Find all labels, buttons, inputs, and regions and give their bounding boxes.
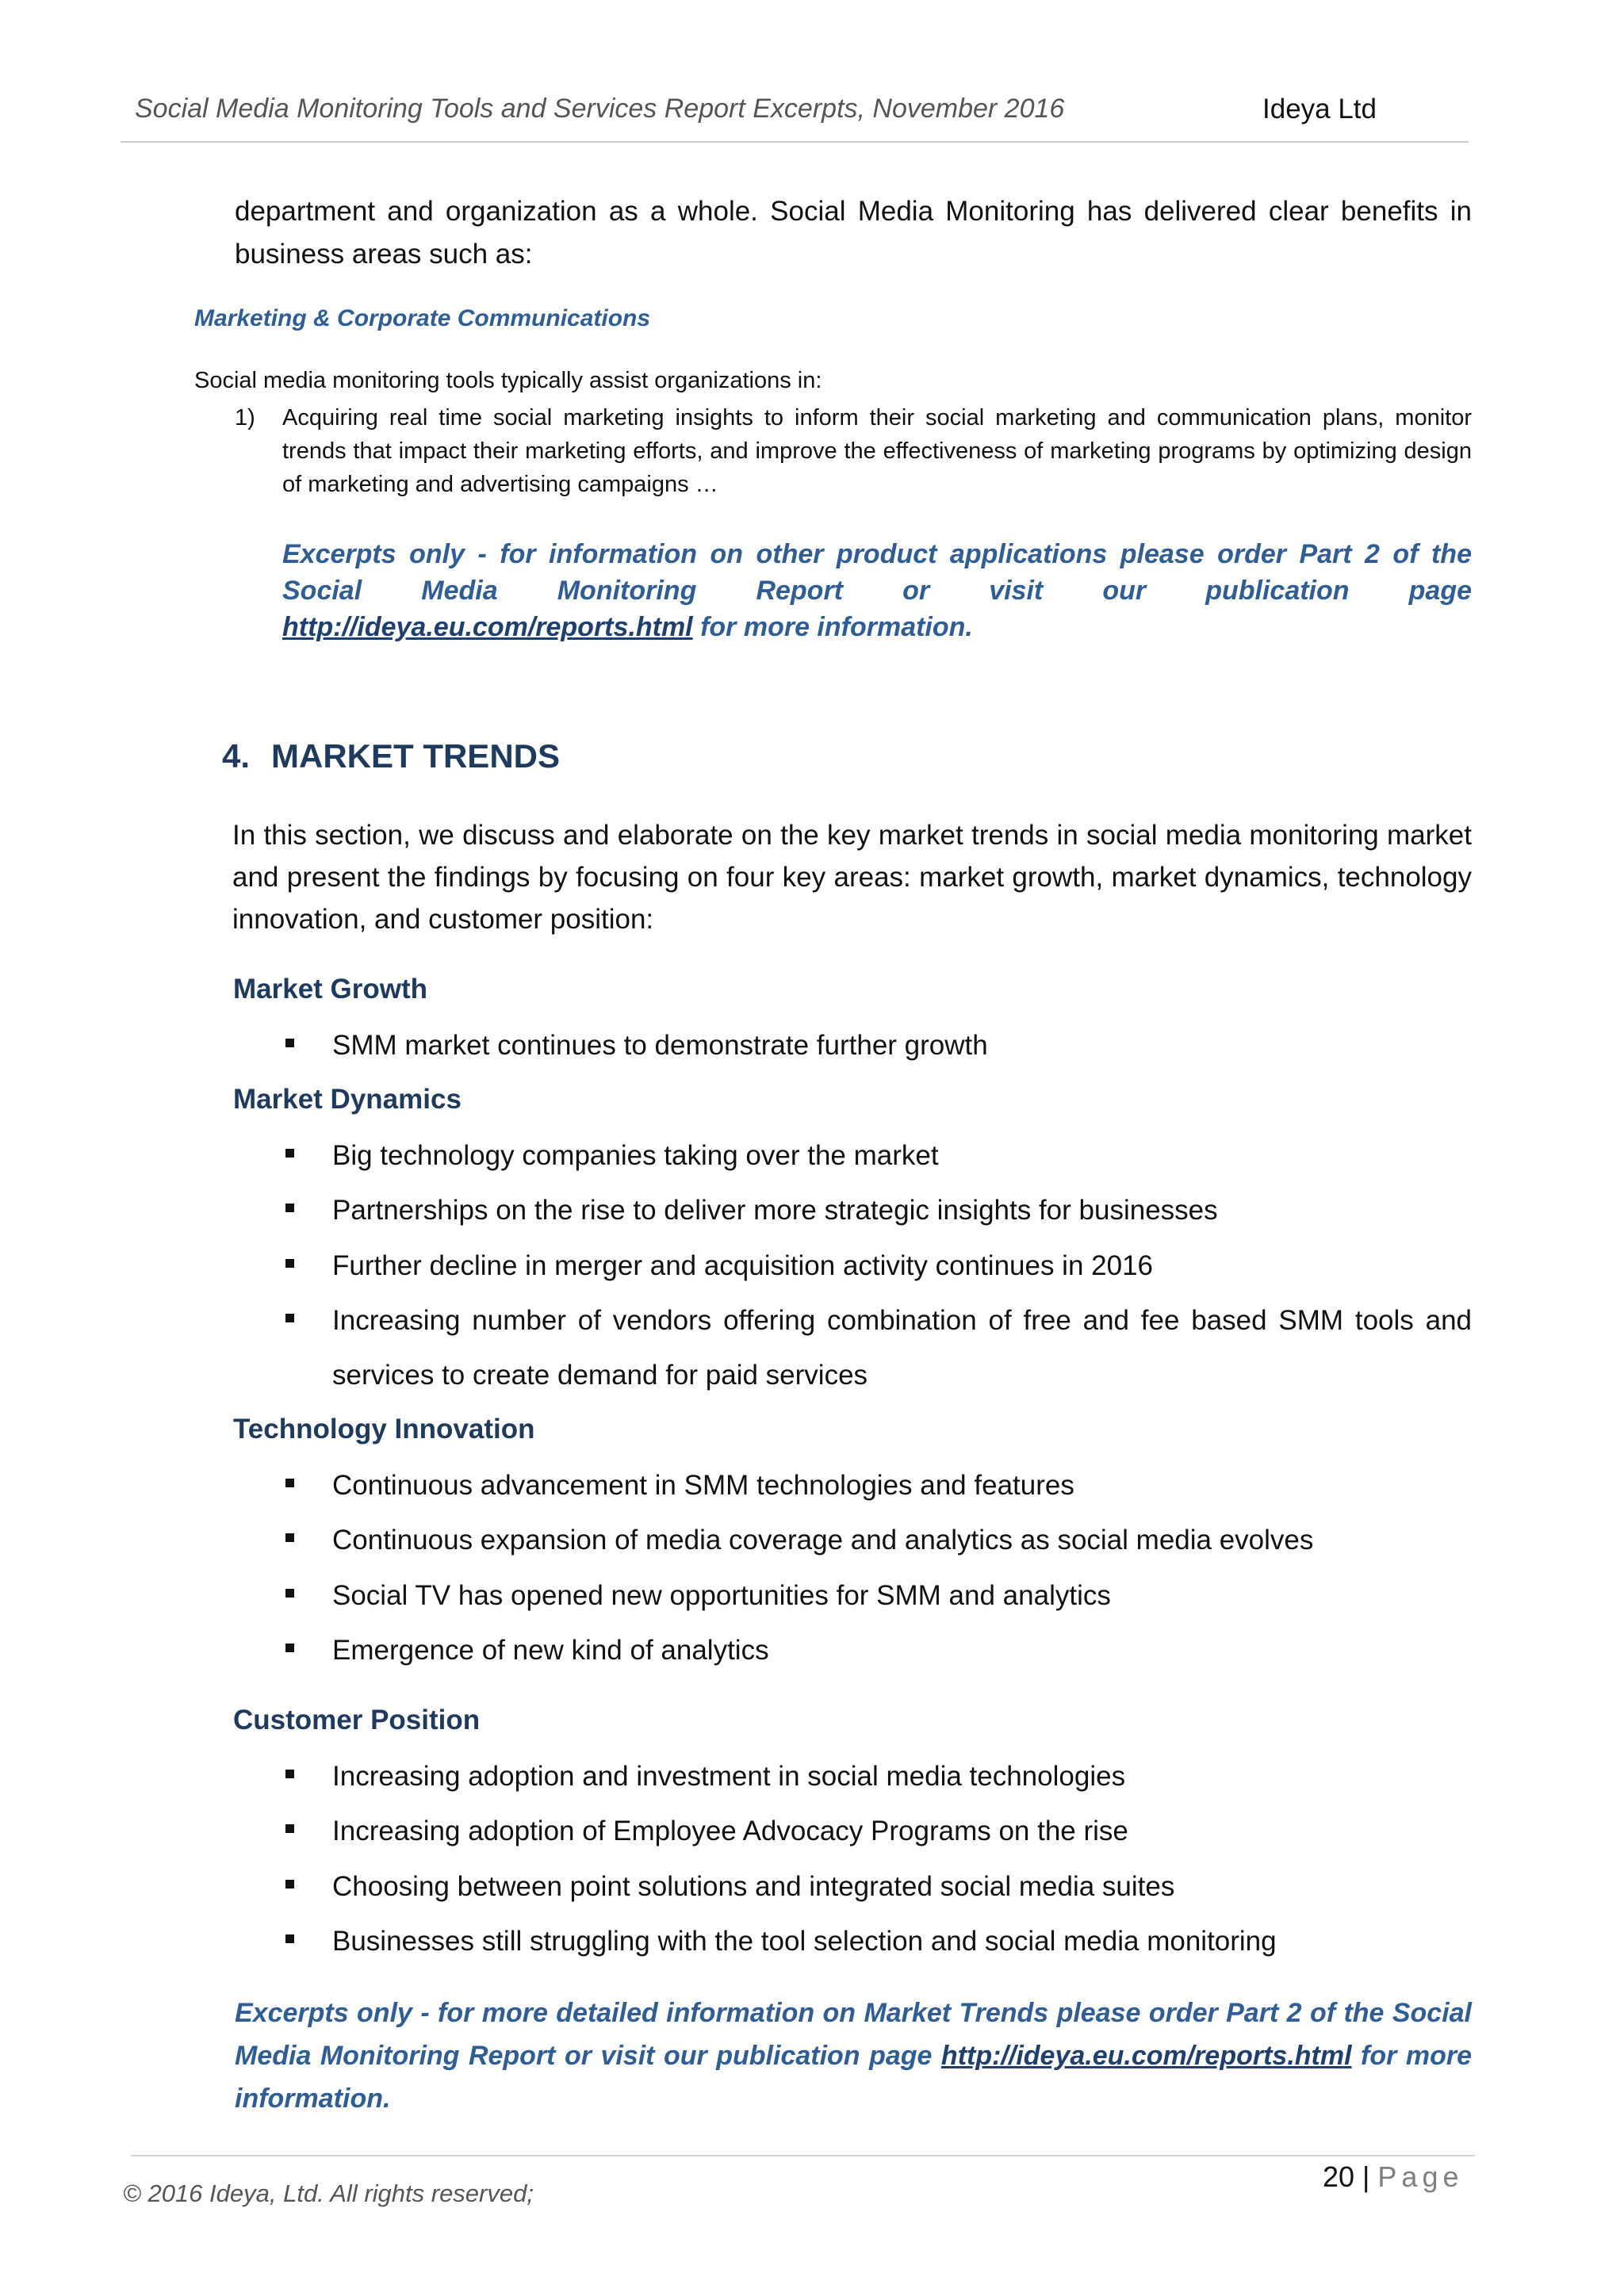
list-item-text: SMM market continues to demonstrate further growth xyxy=(332,1030,988,1061)
section-title-text: MARKET TRENDS xyxy=(271,737,560,775)
category-market-growth: Market Growth xyxy=(233,974,428,1004)
excerpt-2-tail: for more information. xyxy=(235,2041,1472,2114)
category-market-dynamics: Market Dynamics xyxy=(233,1084,462,1115)
numbered-list-item xyxy=(235,401,1472,501)
section-intro: In this section, we discuss and elaborate on the key market trends in social media monitoring market and present the findings by focusing on four key areas: market growth, market dynamics, technology innovation, and customer position: xyxy=(232,820,1472,935)
list-item xyxy=(285,1183,1472,1238)
bullet-icon xyxy=(285,1770,294,1778)
intro-paragraph: department and organization as a whole. Social Media Monitoring has delivered clear benefits in business areas such as: xyxy=(235,196,1472,270)
list-item xyxy=(285,1749,1472,1804)
bullet-icon xyxy=(285,1533,294,1542)
page-indicator xyxy=(1323,2160,1463,2194)
list-item xyxy=(285,1238,1472,1293)
excerpt-notice-1 xyxy=(282,536,1472,645)
list-item xyxy=(285,1128,1472,1183)
header-company: Ideya Ltd xyxy=(1262,94,1377,124)
list-item xyxy=(285,1623,1472,1678)
list-item xyxy=(285,1293,1472,1402)
list-item-text: Emergence of new kind of analytics xyxy=(332,1635,769,1666)
bullet-icon xyxy=(285,1149,294,1158)
list-number: 1) xyxy=(235,405,255,430)
excerpt-1-text: Excerpts only - for information on other product applications please order Part 2 of the Social Media Monitoring Report or visit our publication page xyxy=(282,539,1472,606)
list-item xyxy=(285,1513,1472,1567)
bullet-icon xyxy=(285,1479,294,1487)
excerpt-2-text: Excerpts only - for more detailed information on Market Trends please order Part 2 of the Social Media Monitoring Report or visit our publication page xyxy=(235,1998,1472,2071)
list-item-text: Continuous advancement in SMM technologies and features xyxy=(332,1470,1074,1501)
page-label: Page xyxy=(1377,2160,1464,2193)
list-item xyxy=(285,1568,1472,1623)
footer-copyright: © 2016 Ideya, Ltd. All rights reserved; xyxy=(123,2179,534,2207)
list-item-text: Acquiring real time social marketing insights to inform their social marketing and communication plans, monitor trends that impact their marketing efforts, and improve the effectiveness of marketing programs by optimizing design of marketing and advertising campaigns … xyxy=(282,405,1472,497)
bullet-icon xyxy=(285,1934,294,1943)
page-separator: | xyxy=(1362,2160,1370,2193)
list-item xyxy=(285,1458,1472,1513)
list-item xyxy=(285,1859,1472,1914)
bullet-icon xyxy=(285,1589,294,1598)
bullet-icon xyxy=(285,1824,294,1833)
list-item-text: Social TV has opened new opportunities for SMM and analytics xyxy=(332,1580,1111,1611)
bullet-icon xyxy=(285,1259,294,1268)
list-item-text: Continuous expansion of media coverage and analytics as social media evolves xyxy=(332,1525,1314,1556)
marketing-heading: Marketing & Corporate Communications xyxy=(194,305,651,331)
footer-divider xyxy=(131,2155,1475,2156)
bullet-icon xyxy=(285,1039,294,1047)
excerpt-notice-2 xyxy=(235,1992,1472,2120)
bullet-icon xyxy=(285,1880,294,1888)
category-customer-position: Customer Position xyxy=(233,1705,481,1735)
list-item xyxy=(285,1018,1472,1073)
list-item-text: Big technology companies taking over the market xyxy=(332,1140,939,1171)
marketing-intro: Social media monitoring tools typically assist organizations in: xyxy=(194,368,822,393)
header-divider xyxy=(121,141,1469,143)
publication-link-1[interactable]: http://ideya.eu.com/reports.html xyxy=(282,612,693,642)
list-item xyxy=(285,1804,1472,1858)
list-item-text: Choosing between point solutions and integrated social media suites xyxy=(332,1871,1175,1902)
page-number: 20 xyxy=(1323,2160,1355,2193)
excerpt-1-tail: for more information. xyxy=(700,612,973,642)
list-item xyxy=(285,1914,1472,1969)
section-number: 4. xyxy=(222,737,251,775)
bullet-icon xyxy=(285,1314,294,1322)
list-item-text: Increasing number of vendors offering combination of free and fee based SMM tools and services to create demand for paid services xyxy=(332,1305,1472,1391)
list-item-text: Further decline in merger and acquisition activity continues in 2016 xyxy=(332,1250,1154,1281)
bullet-icon xyxy=(285,1644,294,1652)
publication-link-2[interactable]: http://ideya.eu.com/reports.html xyxy=(940,2041,1352,2071)
list-item-text: Businesses still struggling with the tool selection and social media monitoring xyxy=(332,1926,1277,1957)
list-item-text: Partnerships on the rise to deliver more strategic insights for businesses xyxy=(332,1195,1218,1226)
list-item-text: Increasing adoption of Employee Advocacy Programs on the rise xyxy=(332,1816,1128,1846)
list-item-text: Increasing adoption and investment in social media technologies xyxy=(332,1761,1126,1792)
category-technology-innovation: Technology Innovation xyxy=(233,1414,535,1445)
section-title xyxy=(222,737,560,775)
header-title: Social Media Monitoring Tools and Services Report Excerpts, November 2016 xyxy=(135,94,1065,124)
bullet-icon xyxy=(285,1203,294,1212)
